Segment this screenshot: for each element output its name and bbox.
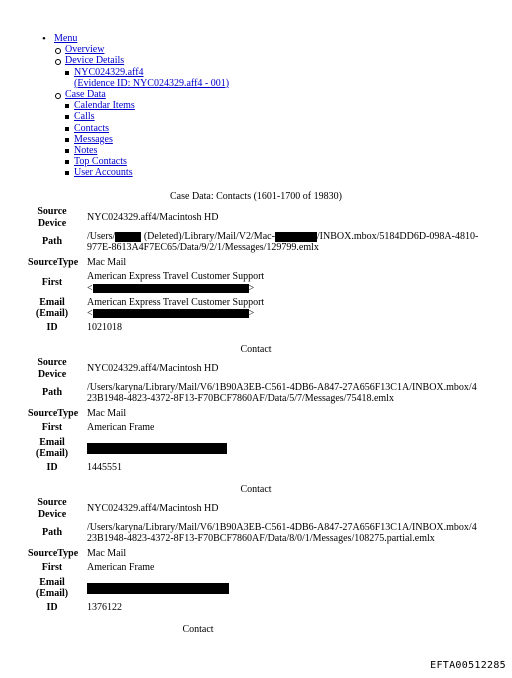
nav-user-accounts [65, 167, 229, 178]
redaction-bar [93, 284, 249, 293]
top-contacts-link[interactable]: Top Contacts [74, 156, 127, 168]
path-value: /Users/karyna/Library/Mail/V6/1B90A3EB-C561-4DB6-A847-27A656F13C1A/INBOX.mbox/4 23B1948-4823-4372-8F13-F70BCF7860AF/Data/8/0/1/Messages/108275.partial.emlx [87, 521, 477, 544]
nav-calendar-items [65, 100, 229, 111]
source-device-value: NYC024329.aff4/Macintosh HD [87, 211, 219, 223]
path-label: Path [42, 387, 62, 399]
source-type-label: SourceType [28, 408, 79, 420]
section-title: Contact [182, 624, 214, 635]
id-label: ID [46, 322, 58, 334]
calendar-items-link[interactable]: Calendar Items [74, 100, 135, 112]
source-type-value: Mac Mail [87, 548, 127, 560]
contact-record [28, 206, 498, 335]
device-details-link[interactable]: Device Details [65, 55, 125, 67]
nav-device-file [65, 67, 229, 89]
source-device-label: Source Device [37, 206, 67, 229]
source-type-label: SourceType [28, 257, 79, 269]
nav-device-details [54, 55, 229, 89]
id-value: 1445551 [87, 462, 122, 474]
first-label: First [41, 562, 63, 574]
nav-top-contacts [65, 156, 229, 167]
section-title: Contact [240, 344, 272, 355]
path-label: Path [42, 527, 62, 539]
nav-overview [54, 44, 229, 55]
email-value [87, 442, 227, 453]
redaction-bar [115, 232, 141, 242]
contact-record [28, 357, 498, 475]
path-label: Path [42, 236, 62, 248]
redaction-bar [87, 583, 229, 594]
table-caption: Case Data: Contacts (1601-1700 of 19830) [170, 191, 342, 202]
document-id: EFTA00512285 [430, 659, 506, 671]
menu-link[interactable]: Menu [54, 33, 78, 44]
source-device-label: Source Device [37, 357, 67, 380]
source-device-value: NYC024329.aff4/Macintosh HD [87, 502, 219, 514]
source-type-value: Mac Mail [87, 408, 127, 420]
notes-link[interactable]: Notes [74, 144, 98, 156]
first-value: American Frame [87, 562, 155, 574]
navigation-menu [42, 33, 229, 178]
nav-menu [42, 33, 229, 178]
source-type-value: Mac Mail [87, 257, 127, 269]
first-value: American Express Travel Customer Support < > [87, 271, 265, 294]
source-device-value: NYC024329.aff4/Macintosh HD [87, 362, 219, 374]
email-label: Email (Email) [35, 436, 69, 459]
id-value: 1376122 [87, 602, 122, 614]
email-label: Email (Email) [35, 576, 69, 599]
evidence-id-link[interactable]: (Evidence ID: NYC024329.aff4 - 001) [74, 77, 230, 89]
source-type-label: SourceType [28, 548, 79, 560]
section-title: Contact [240, 484, 272, 495]
email-value: American Express Travel Customer Support < > [87, 296, 265, 319]
case-data-link[interactable]: Case Data [65, 88, 106, 100]
id-value: 1021018 [87, 322, 122, 334]
device-file-link[interactable]: NYC024329.aff4 [74, 66, 144, 78]
redaction-bar [93, 309, 249, 318]
nav-messages [65, 134, 229, 145]
source-device-label: Source Device [37, 497, 67, 520]
messages-link[interactable]: Messages [74, 133, 113, 145]
path-value: /Users/karyna/Library/Mail/V6/1B90A3EB-C561-4DB6-A847-27A656F13C1A/INBOX.mbox/4 23B1948-4823-4372-8F13-F70BCF7860AF/Data/5/7/Messages/75418.emlx [87, 381, 477, 404]
nav-case-data [54, 89, 229, 179]
calls-link[interactable]: Calls [74, 111, 95, 123]
id-label: ID [46, 602, 58, 614]
first-value: American Frame [87, 422, 155, 434]
email-value [87, 582, 229, 593]
user-accounts-link[interactable]: User Accounts [74, 167, 133, 179]
email-label: Email (Email) [35, 296, 69, 319]
first-label: First [41, 422, 63, 434]
redaction-bar [87, 443, 227, 454]
id-label: ID [46, 462, 58, 474]
nav-contacts [65, 123, 229, 134]
path-value: /Users/ (Deleted)/Library/Mail/V2/Mac- /INBOX.mbox/5184DD6D-098A-4810- 977E-8613A4F7EC65/Data/9/2/1/Messages/129799.emlx [87, 230, 479, 253]
contact-record [28, 497, 498, 615]
nav-calls [65, 111, 229, 122]
overview-link[interactable]: Overview [65, 44, 105, 56]
contacts-link[interactable]: Contacts [74, 122, 109, 134]
nav-notes [65, 145, 229, 156]
first-label: First [41, 276, 63, 288]
redaction-bar [275, 232, 317, 242]
